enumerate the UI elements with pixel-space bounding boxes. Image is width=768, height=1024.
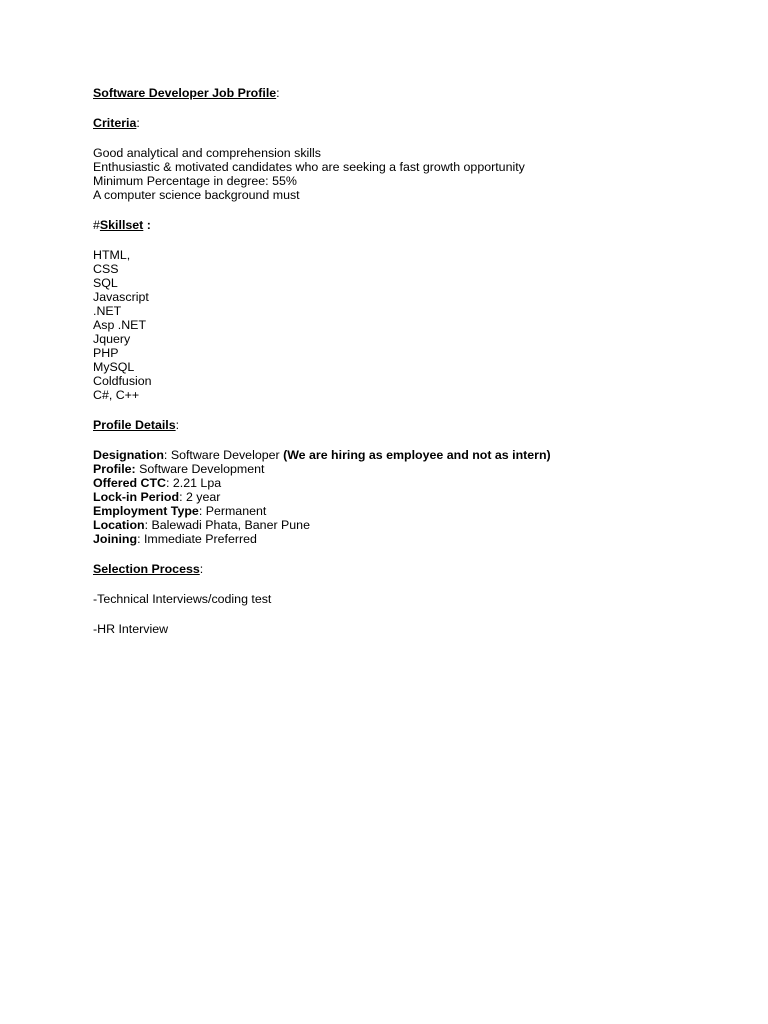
location-row (93, 518, 733, 532)
skill-item: SQL (93, 276, 118, 290)
selection-heading: Selection Process: (93, 562, 204, 576)
profile-value: Software Development (135, 462, 265, 476)
skill-item: MySQL (93, 360, 135, 374)
designation-value: Software Developer (170, 448, 284, 462)
criteria-item: Enthusiastic & motivated candidates who are seeking a fast growth opportunity (93, 160, 525, 174)
selection-step: -HR Interview (93, 622, 169, 636)
title-suffix: : (276, 86, 280, 100)
selection-heading-text: Selection Process (93, 562, 200, 576)
criteria-heading: Criteria: (93, 116, 140, 130)
skill-item: Javascript (93, 290, 149, 304)
profile-label: Profile: (93, 462, 136, 476)
title-text: Software Developer Job Profile (93, 86, 277, 100)
selection-step: -Technical Interviews/coding test (93, 592, 272, 606)
joining-value: : Immediate Preferred (137, 532, 257, 546)
skill-item: HTML, (93, 248, 131, 262)
criteria-item: Minimum Percentage in degree: 55% (93, 174, 297, 188)
designation-note: (We are hiring as employee and not as intern) (283, 448, 551, 462)
document-page (93, 86, 733, 636)
skillset-heading-text: Skillset (99, 218, 144, 232)
profile-details-heading: Profile Details: (93, 418, 180, 432)
skill-item: Asp .NET (93, 318, 147, 332)
employment-row (93, 504, 733, 518)
joining-row (93, 532, 733, 546)
designation-label: Designation (93, 448, 164, 462)
ctc-label: Offered CTC (93, 476, 166, 490)
skill-item: C#, C++ (93, 388, 140, 402)
skill-item: Coldfusion (93, 374, 152, 388)
joining-label: Joining (93, 532, 138, 546)
profile-details-list (93, 448, 733, 546)
document-title (93, 86, 733, 100)
ctc-value: : 2.21 Lpa (165, 476, 222, 490)
ctc-row (93, 476, 733, 490)
criteria-item: Good analytical and comprehension skills (93, 146, 321, 160)
lockin-label: Lock-in Period (93, 490, 180, 504)
employment-label: Employment Type (93, 504, 199, 518)
skill-item: PHP (93, 346, 119, 360)
criteria-list (93, 146, 733, 202)
skill-item: CSS (93, 262, 119, 276)
skill-item: .NET (93, 304, 122, 318)
designation-row: Designation: Software Developer (We are hiring as employee and not as intern) (93, 448, 551, 462)
profile-details-heading-text: Profile Details (93, 418, 176, 432)
criteria-heading-text: Criteria (93, 116, 137, 130)
skillset-heading: #Skillset : (93, 218, 151, 232)
criteria-item: A computer science background must (93, 188, 300, 202)
profile-row (93, 462, 733, 476)
skillset-list (93, 248, 733, 402)
skill-item: Jquery (93, 332, 131, 346)
lockin-row (93, 490, 733, 504)
location-value: : Balewadi Phata, Baner Pune (144, 518, 310, 532)
employment-value: : Permanent (198, 504, 267, 518)
lockin-value: : 2 year (179, 490, 221, 504)
location-label: Location (93, 518, 145, 532)
